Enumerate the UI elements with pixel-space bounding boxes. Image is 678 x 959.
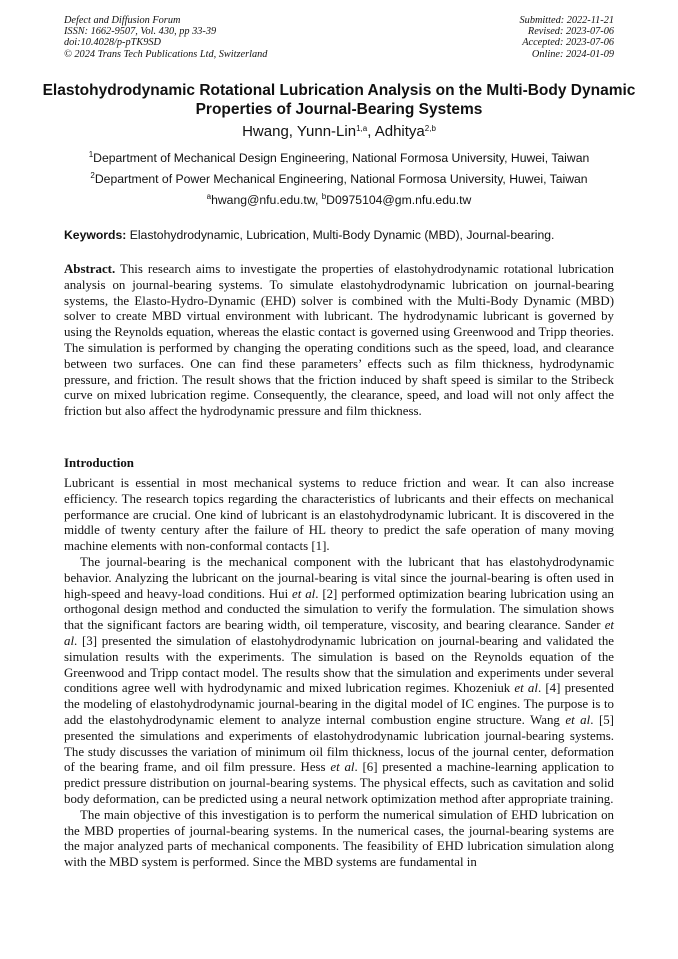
email-2[interactable]: D0975104@gm.nfu.edu.tw — [326, 193, 472, 207]
keywords-text: Elastohydrodynamic, Lubrication, Multi-Body Dynamic (MBD), Journal-bearing. — [126, 228, 555, 242]
text-segment: et al — [292, 586, 316, 601]
keywords — [64, 228, 554, 242]
dates — [520, 15, 614, 60]
author-1-sup: 1,a — [356, 124, 368, 133]
email-1[interactable]: hwang@nfu.edu.tw, — [211, 193, 322, 207]
revised-date: Revised: 2023-07-06 — [527, 26, 614, 38]
text-segment: et al — [565, 712, 591, 727]
submitted-date: Submitted: 2022-11-21 — [519, 15, 614, 26]
author-2: Adhitya — [374, 123, 425, 140]
paragraph — [64, 555, 614, 808]
email-sup: a — [206, 192, 212, 201]
introduction-body — [64, 476, 614, 871]
paper-title: Elastohydrodynamic Rotational Lubrication Analysis on the Multi-Body Dynamic Properties of Journal-Bearing Systems — [42, 82, 636, 118]
text-segment: et al — [514, 681, 538, 696]
online-date: Online: 2024-01-09 — [531, 48, 614, 60]
authors — [0, 123, 678, 140]
doi: doi:10.4028/p-pTK9SD — [64, 37, 161, 49]
author-separator: , — [367, 123, 375, 140]
text-segment: . [2] performed optimization bearing lubrication using an orthogonal design method and conducted the simulation to verify the formulation. The simulation shows that the significant factors are bearing width, oil temperature, viscosity, and bearing clearance. Sander — [64, 586, 614, 633]
keywords-label: Keywords: — [64, 228, 127, 242]
paragraph — [64, 476, 614, 555]
text-segment: The journal-bearing is the mechanical component with the lubricant that has elastohydrodynamic behavior. Analyzing the lubricant on the journal-bearing is vital since the journal-bearing is often used in high-speed and heavy-load conditions. Hui — [64, 554, 614, 601]
copyright: © 2024 Trans Tech Publications Ltd, Switzerland — [64, 48, 268, 60]
emails — [0, 193, 678, 207]
aff-sup: 1 — [88, 150, 94, 159]
abstract-text: This research aims to investigate the properties of elastohydrodynamic rotational lubrication analysis on journal-bearing systems. To simulate elastohydrodynamic lubrication on journal-bearing systems, the Elasto-Hydro-Dynamic (EHD) solver is combined with the Multi-Body Dynamic (MBD) solver to create MBD virtual environment with lubricant. The hydrodynamic lubricant is governed by using the Reynolds equation, whereas the elastic contact is governed using Greenwood and Tripp theories. The simulation is performed by changing the operating conditions such as the speed, load, and clearance between two surfaces. One can find these parameters’ effects such as film thickness, hydrodynamic pressure, and friction. The result shows that the friction induced by shaft speed is similar to the Stribeck curve on mixed lubrication regime. Consequently, the clearance, speed, and load will not only affect the friction but also affect the hydrodynamic pressure and film thickness. — [64, 262, 614, 419]
affiliation-2 — [0, 172, 678, 186]
text-segment: Lubricant is essential in most mechanical systems to reduce friction and wear. It can also increase efficiency. The research topics regarding the characteristics of lubricants and their effects on mechanical performance are crucial. One kind of lubricant is an elastohydrodynamic lubricant. It is discovered in the middle of twenty century after the failure of HL theory to predict the safe operation of many moving machine elements with non-conformal contacts [1]. — [64, 476, 614, 554]
issn: ISSN: 1662-9507, Vol. 430, pp 33-39 — [64, 26, 217, 38]
section-heading: Introduction — [64, 456, 134, 470]
text-segment: . [6] presented a machine-learning application to predict pressure distribution on journal-bearing systems. The physical effects, such as cavitation and solid body deformation, can be predicted using a neural network optimization method after appropriate training. — [64, 760, 614, 806]
author-2-sup: 2,b — [424, 124, 436, 133]
abstract-label: Abstract. — [64, 262, 116, 276]
abstract — [64, 262, 614, 420]
text-segment: . [4] presented the modeling of elastohydrodynamic journal-bearing in the digital model of IC engines. The purpose is to add the elastohydrodynamic element to analyze internal combustion engine structure. Wang — [64, 681, 614, 727]
aff-text: Department of Mechanical Design Engineering, National Formosa University, Huwei, Taiwan — [93, 151, 590, 165]
aff-text: Department of Power Mechanical Engineering, National Formosa University, Huwei, Taiwan — [94, 172, 588, 186]
accepted-date: Accepted: 2023-07-06 — [522, 37, 614, 49]
text-segment: et al — [330, 760, 355, 775]
paragraph — [64, 808, 614, 871]
author-1: Hwang, Yunn-Lin — [242, 123, 357, 140]
text-segment: . [5] presented the simulations and experiments of elastohydrodynamic lubrication journal-bearing systems. The study discusses the variation of minimum oil film thickness, locus of the journal center, deformation of the bearing frame, and oil film pressure. Hess — [64, 712, 614, 775]
journal-info — [64, 15, 267, 60]
journal-name: Defect and Diffusion Forum — [64, 15, 181, 26]
aff-sup: 2 — [90, 171, 95, 180]
affiliation-1 — [0, 151, 678, 165]
text-segment: et al — [64, 618, 614, 648]
text-segment: . [3] presented the simulation of elastohydrodynamic lubrication on journal-bearing and validated the simulation results with the experiments. The simulation is based on the Reynolds equation of the Greenwood and Tripp contact model. The results show that the simulation and experiments under several conditions agree well with hydrodynamic and mixed lubrication regimes. Khozeniuk — [64, 633, 614, 696]
email-sup: b — [321, 192, 327, 201]
text-segment: The main objective of this investigation is to perform the numerical simulation of EHD lubrication on the MBD properties of journal-bearing systems. In the numerical cases, the journal-bearing systems are the major analyzed parts of mechanical components. The feasibility of EHD lubrication simulation along with the MBD system is performed. Since the MBD systems are fundamental in — [64, 807, 614, 870]
